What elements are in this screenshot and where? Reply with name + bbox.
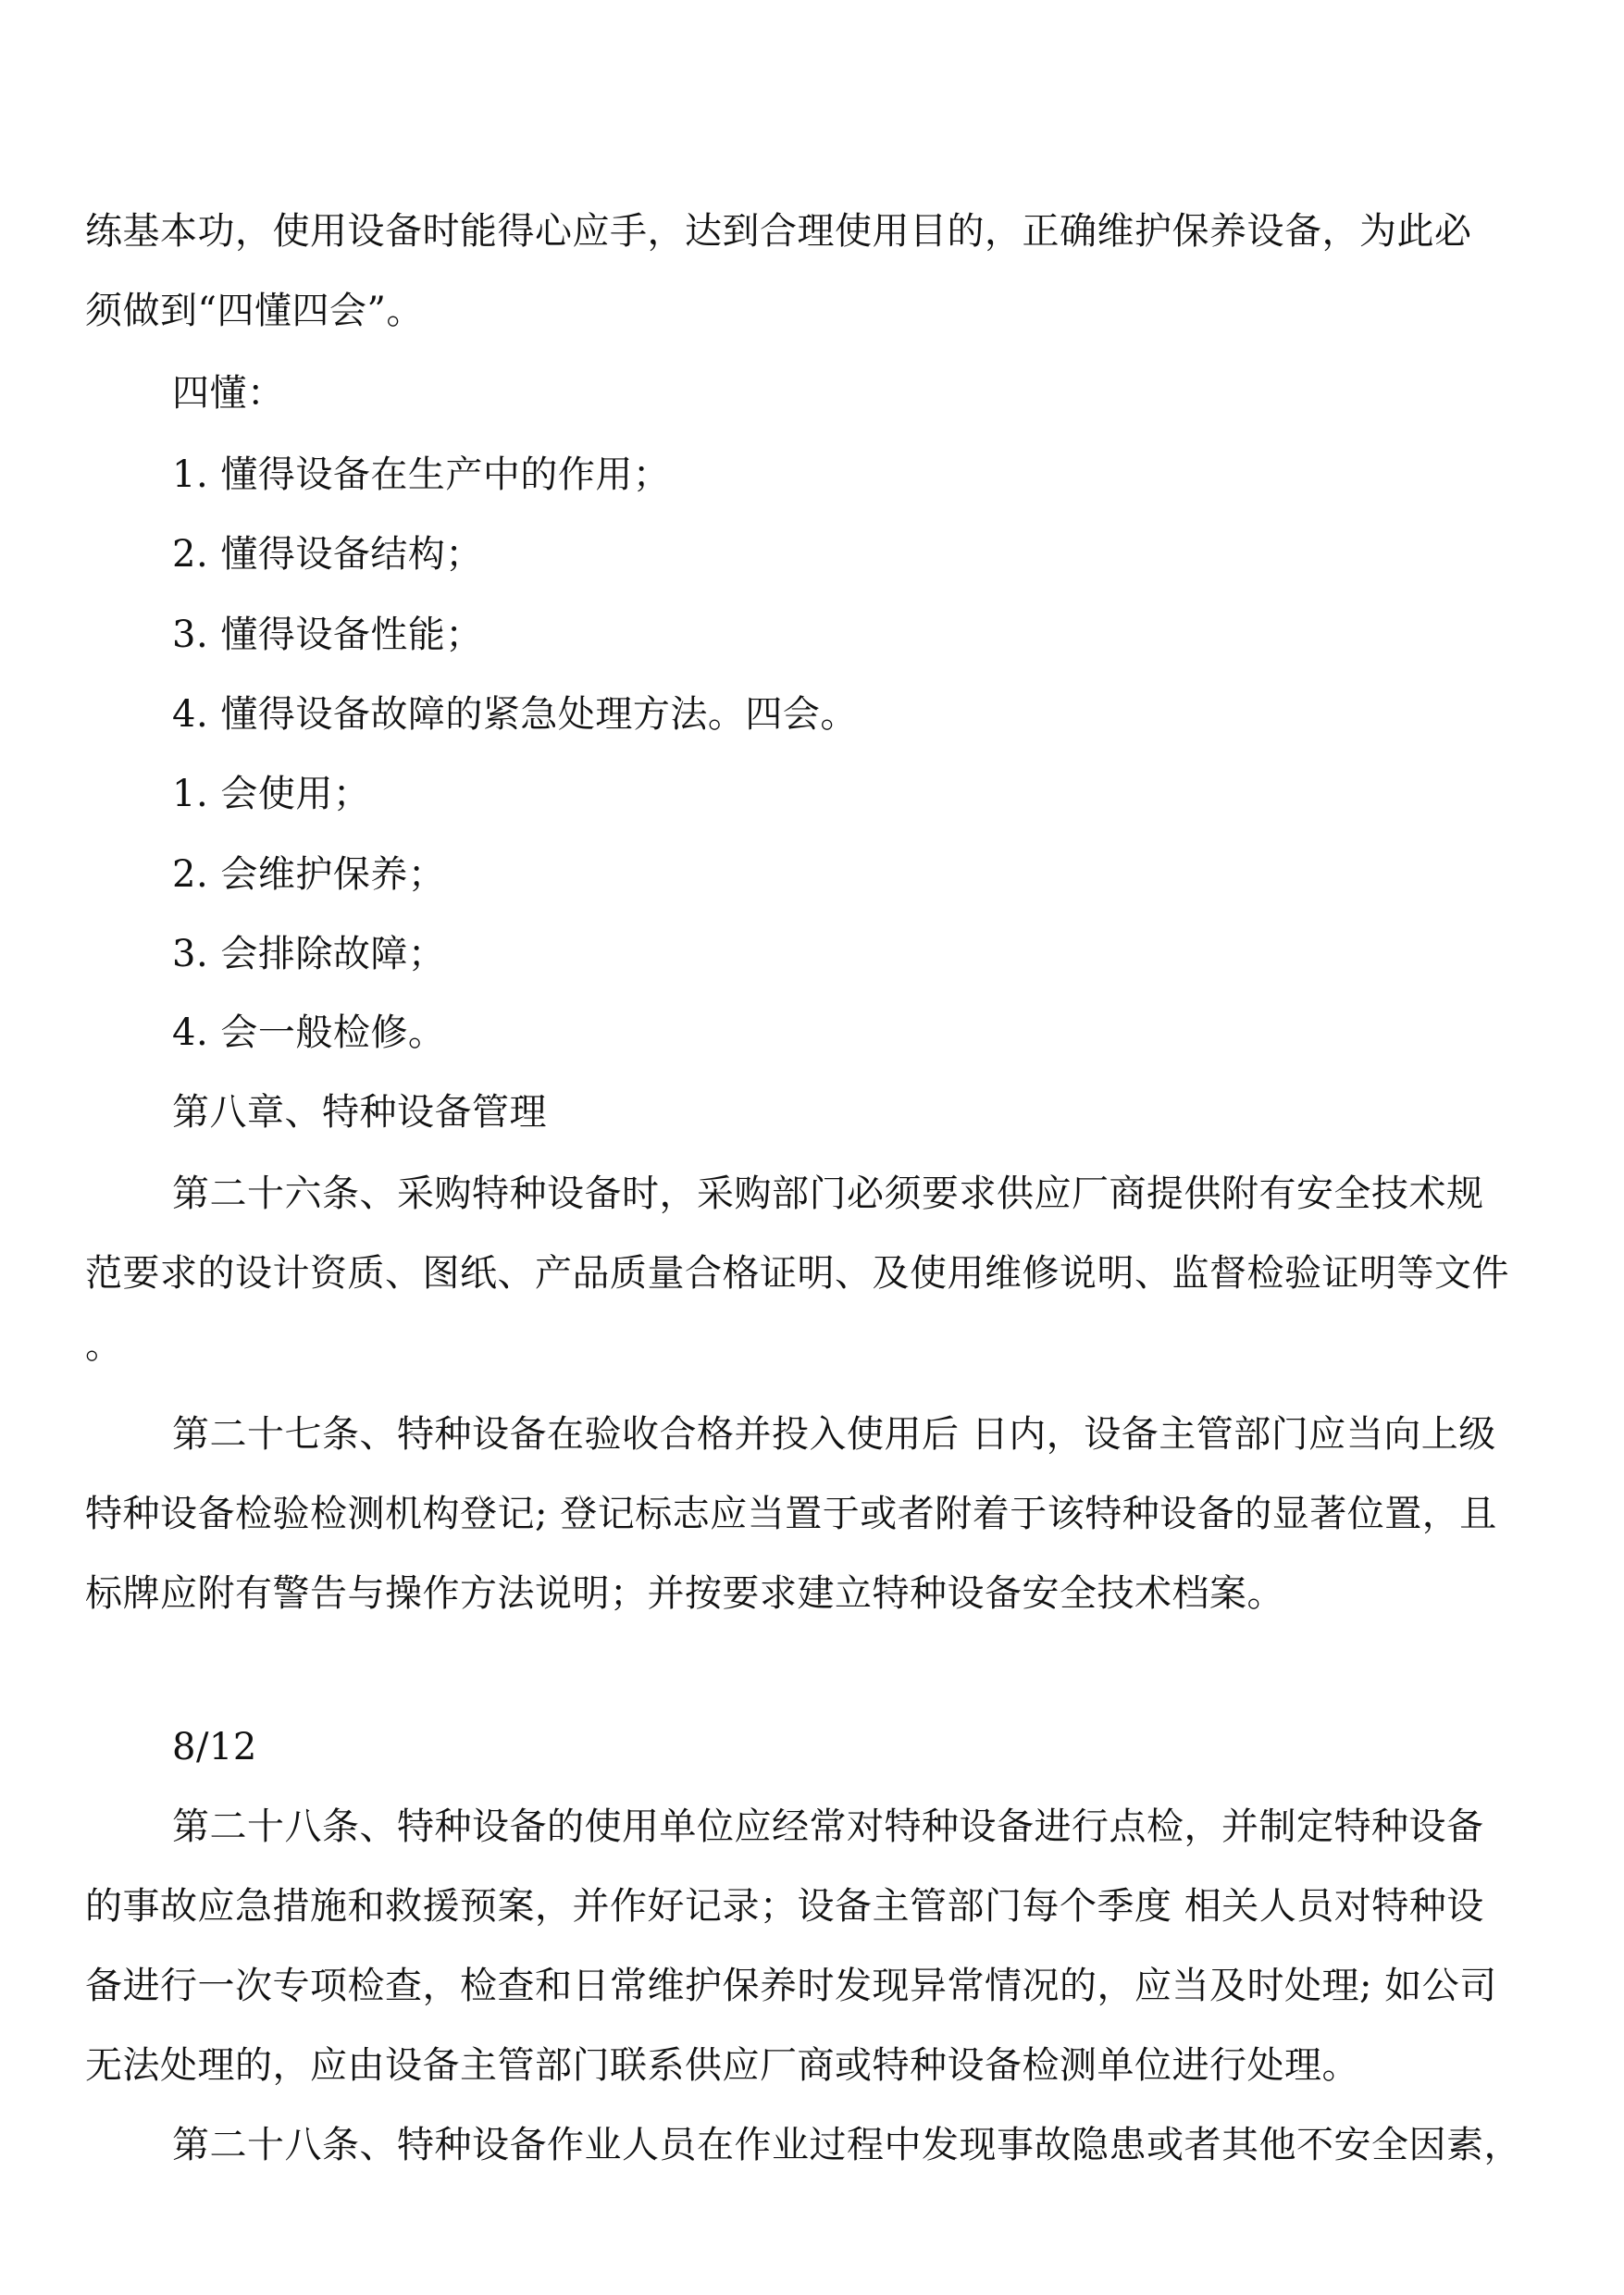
article-28a-line: 备进行一次专项检查，检查和日常维护保养时发现异常情况的，应当及时处理; 如公司 bbox=[85, 1965, 1497, 2007]
article-26-line: 。 bbox=[85, 1324, 123, 1367]
page-number: 8/12 bbox=[172, 1726, 257, 1768]
can-item: 2. 会维护保养； bbox=[172, 853, 446, 896]
understand-item: 1. 懂得设备在生产中的作用； bbox=[172, 453, 671, 496]
article-27-line: 第二十七条、特种设备在验收合格并投入使用后 日内，设备主管部门应当向上级 bbox=[172, 1413, 1496, 1456]
understand-item: 4. 懂得设备故障的紧急处理方法。四会。 bbox=[172, 693, 858, 736]
four-understand-heading: 四懂： bbox=[172, 372, 285, 415]
article-28a-line: 的事故应急措施和救援预案，并作好记录；设备主管部门每个季度 相关人员对特种设 bbox=[85, 1885, 1484, 1928]
chapter-title: 第八章、特种设备管理 bbox=[172, 1091, 547, 1134]
article-26-line: 范要求的设计资质、图纸、产品质量合格证明、及使用维修说明、监督检验证明等文件 bbox=[85, 1252, 1509, 1295]
intro-line: 须做到“四懂四会”。 bbox=[85, 290, 424, 332]
article-28a-line: 无法处理的，应由设备主管部门联系供应厂商或特种设备检测单位进行处理。 bbox=[85, 2044, 1359, 2087]
article-27-line: 特种设备检验检测机构登记; 登记标志应当置于或者附着于该特种设备的显著位置，且 bbox=[85, 1493, 1497, 1535]
can-item: 4. 会一般检修。 bbox=[172, 1011, 446, 1054]
understand-item: 2. 懂得设备结构； bbox=[172, 533, 483, 576]
can-item: 1. 会使用； bbox=[172, 773, 371, 815]
understand-item: 3. 懂得设备性能； bbox=[172, 614, 483, 656]
intro-line: 练基本功，使用设备时能得心应手，达到合理使用目的，正确维护保养设备，为此必 bbox=[85, 210, 1472, 253]
can-item: 3. 会排除故障； bbox=[172, 933, 446, 975]
article-26-line: 第二十六条、采购特种设备时，采购部门必须要求供应厂商提供附有安全技术规 bbox=[172, 1172, 1484, 1215]
article-27-line: 标牌应附有警告与操作方法说明；并按要求建立特种设备安全技术档案。 bbox=[85, 1572, 1284, 1615]
article-28b-line: 第二十八条、特种设备作业人员在作业过程中发现事故隐患或者其他不安全因素， bbox=[172, 2124, 1521, 2166]
article-28a-line: 第二十八条、特种设备的使用单位应经常对特种设备进行点检，并制定特种设备 bbox=[172, 1805, 1484, 1848]
